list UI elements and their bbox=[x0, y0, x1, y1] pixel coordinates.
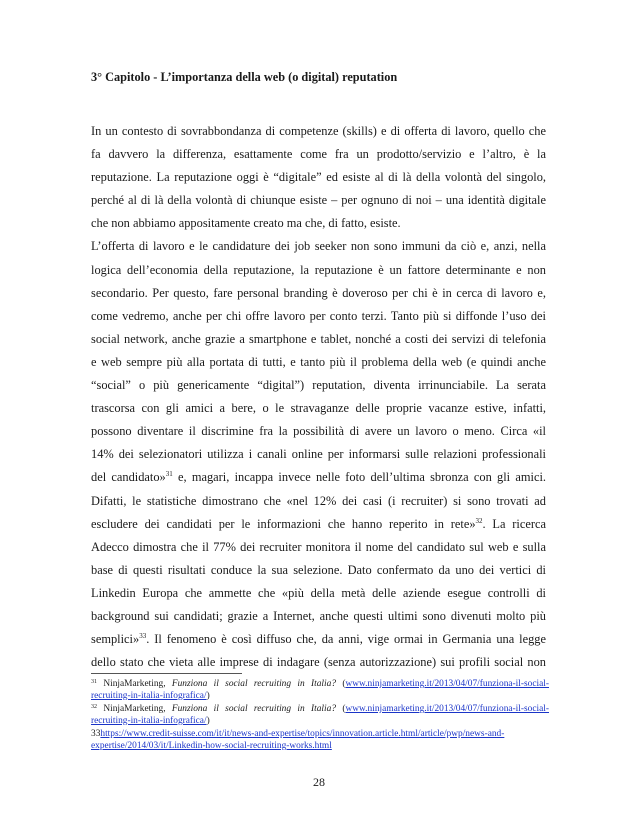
footnote-number: 32 bbox=[91, 704, 97, 711]
text-line: come vedremo, anche per chi offre lavoro per conto terzi. Tanto più si diffonde l’uso dei bbox=[91, 308, 546, 323]
footnote-paren: ) bbox=[206, 690, 210, 701]
text-line bbox=[91, 466, 546, 489]
footnote-32 bbox=[91, 704, 549, 727]
text-line: background sui candidati; grazie a Internet, anche questi ultimi sono divenuti molto più bbox=[91, 608, 546, 623]
text-segment: escludere dei candidati per le informazioni che hanno reperito in rete» bbox=[91, 516, 476, 531]
text-line: Difatti, le statistiche dimostrano che «nel 12% dei casi (i recruiter) si sono trovati ad bbox=[91, 493, 546, 508]
footnote-title: Funziona il social recruiting in Italia? bbox=[171, 704, 337, 715]
text-line bbox=[91, 513, 546, 536]
footnote-paren: ) bbox=[206, 715, 210, 726]
text-segment: e, magari, incappa invece nelle foto dell’ultima sbronza con gli amici. bbox=[172, 470, 546, 485]
chapter-heading: 3° Capitolo - L’importanza della web (o digital) reputation bbox=[91, 70, 398, 84]
text-line: perché al di là della volontà di chiunque esiste – per ognuno di noi – una identità digitale bbox=[91, 193, 546, 208]
footnote-number: 33 bbox=[91, 729, 101, 740]
text-line: L’offerta di lavoro e le candidature dei job seeker non sono immuni da ciò e, anzi, nella bbox=[91, 239, 546, 254]
footnote-ref-32[interactable]: 32 bbox=[475, 516, 483, 525]
footnote-ref-33[interactable]: 33 bbox=[139, 632, 147, 641]
footnotes bbox=[91, 679, 549, 755]
text-line: social network, anche grazie a smartphone e tablet, nonché a costi dei servizi di telefonia bbox=[91, 331, 546, 346]
text-line bbox=[91, 628, 546, 651]
text-line: e web sempre più alla portata di tutti, e tanto più il problema della web (e quindi anche bbox=[91, 354, 546, 369]
footnote-paren: ( bbox=[336, 679, 346, 689]
text-line: reputazione. La reputazione oggi è “digitale” ed esiste al di là della volontà del singolo, bbox=[91, 170, 546, 185]
text-line: che non abbiamo appositamente creato ma che, di fatto, esiste. bbox=[91, 216, 401, 231]
footnote-number: 31 bbox=[91, 679, 97, 685]
text-line: Linkedin Europa che ammette che «più della metà delle aziende esegue controlli di bbox=[91, 585, 546, 600]
footnote-33 bbox=[91, 729, 549, 752]
text-line: Adecco dimostra che il 77% dei recruiter monitora il nome del candidato sul web e sulla bbox=[91, 539, 546, 554]
text-segment: semplici» bbox=[91, 632, 140, 647]
text-line: secondario. Per questo, fare personal branding è doveroso per chi è in cerca di lavoro e, bbox=[91, 285, 546, 300]
footnote-paren: ( bbox=[336, 704, 346, 715]
footnote-author: NinjaMarketing, bbox=[97, 679, 172, 689]
text-line: fa davvero la differenza, esattamente come fra un prodotto/servizio e l’altro, è la bbox=[91, 147, 546, 162]
text-line: possono diventare il discrimine fra la possibilità di avere un lavoro o meno. Circa «il bbox=[91, 424, 546, 439]
text-line: “social” o più genericamente “digital”) reputation, diventa irrinunciabile. La serata bbox=[91, 378, 546, 393]
text-line: base di questi risultati conduce la sua selezione. Dato confermato da uno dei vertici di bbox=[91, 562, 546, 577]
text-segment: . Il fenomeno è così diffuso che, da anni, vige ormai in Germania una legge bbox=[146, 632, 546, 647]
footnote-link[interactable]: www.ninjamarketing.it/2013/04/07/funziona-il-social-recruiting-in-italia-infografica/ bbox=[91, 704, 549, 726]
text-segment: del candidato» bbox=[91, 470, 166, 485]
footnote-author: NinjaMarketing, bbox=[97, 704, 172, 715]
footnote-link[interactable]: www.ninjamarketing.it/2013/04/07/funziona-il-social-recruiting-in-italia-infografica/ bbox=[91, 679, 549, 701]
text-segment: . La ricerca bbox=[482, 516, 546, 531]
footnote-link[interactable]: https://www.credit-suisse.com/it/it/news-and-expertise/topics/innovation.article.html/article/pwp/news-and-expertise/2014/03/it/Linkedin-how-social-recruiting-works.html bbox=[91, 729, 505, 751]
text-line: dello stato che vieta alle imprese di indagare (senza autorizzazione) sui profili social non bbox=[91, 655, 546, 670]
text-line: 14% dei selezionatori utilizza i canali online per informarsi sulle relazioni professionali bbox=[91, 447, 546, 462]
text-line: logica dell’economia della reputazione, la reputazione è un fattore determinante e non bbox=[91, 262, 546, 277]
page-number: 28 bbox=[313, 775, 325, 789]
text-line: trascorsa con gli amici a bere, o le stravaganze delle proprie vacanze estive, infatti, bbox=[91, 401, 546, 416]
body-text bbox=[91, 120, 546, 674]
footnote-divider bbox=[91, 673, 242, 674]
text-line: In un contesto di sovrabbondanza di competenze (skills) e di offerta di lavoro, quello che bbox=[91, 124, 546, 138]
footnote-31 bbox=[91, 679, 549, 702]
footnote-title: Funziona il social recruiting in Italia? bbox=[171, 679, 337, 689]
footnote-ref-31[interactable]: 31 bbox=[165, 470, 173, 479]
